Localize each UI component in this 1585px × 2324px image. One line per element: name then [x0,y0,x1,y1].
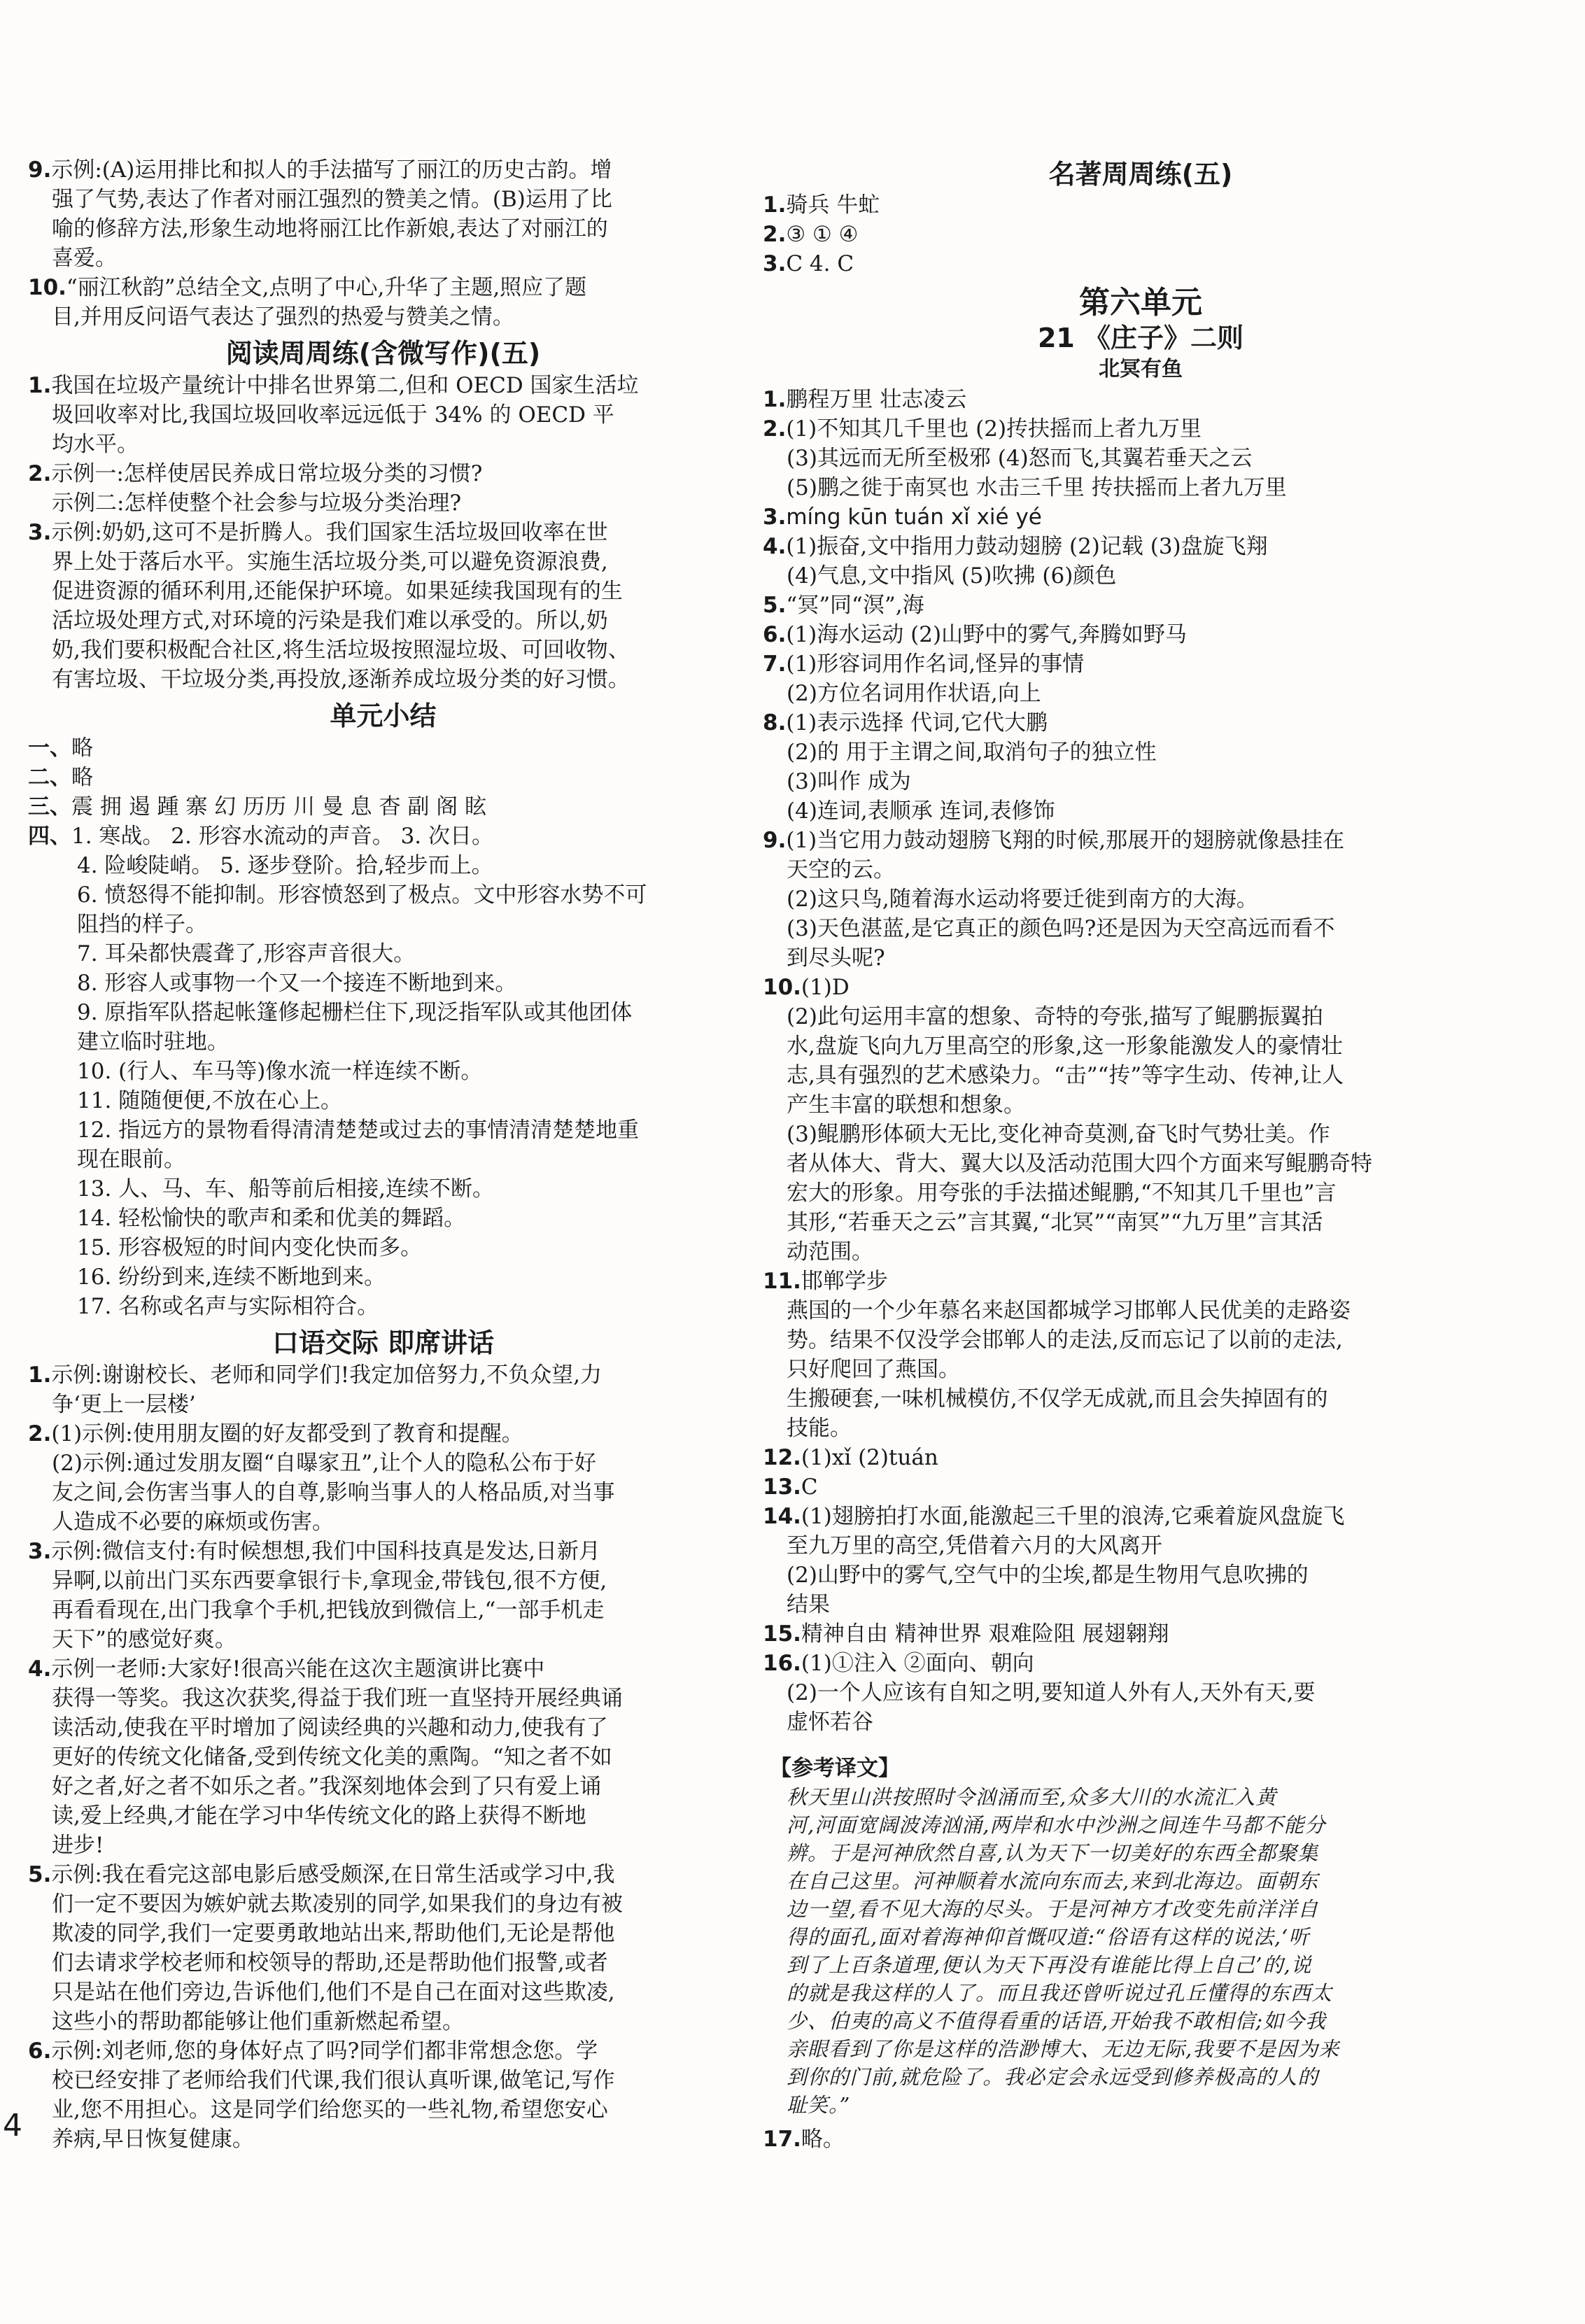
item-text: 示例:(A)运用排比和拟人的手法描写了丽江的历史古韵。增 [51,157,612,183]
item-number: 1. [763,192,787,218]
answer-line [77,880,647,910]
answer-line [787,1061,1344,1090]
item-text: 活垃圾处理方式,对环境的污染是我们难以承受的。所以,奶 [52,608,608,633]
answer-line [787,1208,1323,1237]
item-text: míng kūn tuán xǐ xié yé [786,505,1042,530]
item-number: 3. [763,505,787,530]
lesson-title: 21 《庄子》二则 [1037,323,1244,353]
item-text: 均水平。 [52,432,139,457]
answer-line [787,1707,873,1737]
oral-section-title: 口语交际 即席讲话 [272,1328,495,1358]
item-text: 校已经安排了老师给我们代课,我们很认真听课,做笔记,写作 [52,2068,615,2093]
answer-line [52,1478,615,1507]
answer-line [52,547,608,577]
answer-line [52,577,623,606]
answer-line [28,1419,523,1449]
item-number: 四、 [28,824,71,849]
item-text: 震 拥 遏 踵 寨 幻 历历 川 曼 息 杳 副 阁 眩 [71,794,487,819]
item-text: 友之间,会伤害当事人的自尊,影响当事人的人格品质,对当事 [52,1480,615,1505]
item-text: 好之者,好之者不如乐之者。”我深刻地体会到了只有爱上诵 [52,1774,602,1799]
answer-line [77,1292,379,1321]
item-text: 技能。 [787,1416,852,1441]
answer-line [28,155,612,185]
item-text: 天下”的感觉好爽。 [52,1627,237,1652]
item-text: 争‘更上一层楼’ [52,1392,196,1417]
item-text: 只好爬回了燕国。 [787,1357,960,1382]
item-text: 至九万里的高空,凭借着六月的大风离开 [787,1533,1162,1558]
item-number: 二、 [28,765,71,790]
answer-line [77,1204,465,1233]
item-text: 略 [71,765,93,790]
item-text: (2)的 用于主谓之间,取消句子的独立性 [787,740,1157,765]
answer-line [763,1443,938,1472]
answer-line [787,1590,830,1619]
translation-line: 少、伯夷的高义不值得看重的话语,开始我不敢相信;如今我 [787,2009,1326,2033]
item-number: 13. [763,1474,801,1500]
item-text: 天空的云。 [787,857,895,882]
lesson-subtitle: 北冥有鱼 [1099,357,1183,381]
item-number: 5. [763,593,787,618]
answer-line [52,1978,615,2007]
item-text: 强了气势,表达了作者对丽江强烈的赞美之情。(B)运用了比 [52,187,612,212]
answer-line [52,185,612,214]
item-number: 10. [28,275,66,300]
item-text: (1)xǐ (2)tuán [801,1445,938,1470]
answer-line [52,1919,615,1948]
item-text: 获得一等奖。我这次获奖,得益于我们班一直坚持开展经典诵 [52,1686,623,1711]
answer-line [77,1057,482,1086]
item-text: 示例:微信支付:有时候想想,我们中国科技真是发达,日新月 [51,1539,600,1564]
item-text: ③ ① ④ [786,222,859,247]
item-text: C [801,1474,818,1500]
answer-line [787,1414,852,1443]
answer-line [28,792,486,822]
answer-line [52,1742,612,1772]
translation-line: 亲眼看到了你是这样的浩渺博大、无边无际,我要不是因为来 [787,2037,1340,2061]
answer-line [787,796,1055,826]
answer-line [28,1654,544,1684]
item-text: 9. 原指军队搭起帐篷修起栅栏住下,现泛指军队或其他团体 [77,1000,633,1025]
answer-line [763,190,880,220]
item-text: 1. 寒战。 2. 形容水流动的声音。 3. 次日。 [71,824,493,849]
answer-line [28,733,93,763]
answer-line [787,1120,1330,1149]
item-text: 虚怀若谷 [787,1710,873,1735]
answer-line [763,620,1187,649]
answer-line [787,1237,873,1267]
answer-line [787,473,1287,502]
item-text: 更好的传统文化储备,受到传统文化美的熏陶。“知之者不如 [52,1745,612,1770]
answer-line [52,430,139,459]
answer-line [52,2125,254,2154]
item-text: 其形,“若垂天之云”言其翼,“北冥”“南冥”“九万里”言其活 [787,1210,1323,1235]
item-text: 我国在垃圾产量统计中排名世界第二,但和 OECD 国家生活垃 [51,373,639,398]
translation-line: 得的面孔,面对着海神仰首慨叹道:“俗语有这样的说法,‘听 [787,1925,1310,1949]
item-text: 们去请求学校老师和校领导的帮助,还是帮助他们报警,或者 [52,1950,608,1976]
item-text: (2)示例:通过发朋友圈“自曝家丑”,让个人的隐私公布于好 [52,1451,596,1476]
item-text: (2)山野中的雾气,空气中的尘埃,都是生物用气息吹拂的 [787,1563,1309,1588]
item-text: 鹏程万里 壮志凌云 [786,387,967,412]
answer-line [28,822,493,851]
answer-line [52,665,630,694]
answer-line [763,220,858,249]
answer-line [28,1537,600,1566]
answer-line [787,1561,1309,1590]
answer-line [787,1296,1351,1325]
item-text: (1)海水运动 (2)山野中的雾气,奔腾如野马 [786,622,1187,647]
answer-line [763,1502,1345,1531]
item-text: 产生丰富的联想和想象。 [787,1092,1025,1118]
item-text: 奶,我们要积极配合社区,将生活垃圾按照湿垃圾、可回收物、 [52,638,630,663]
item-text: 略。 [801,2127,845,2152]
item-number: 5. [28,1862,52,1887]
item-text: 邯郸学步 [801,1269,888,1294]
item-text: 目,并用反问语气表达了强烈的热爱与赞美之情。 [52,304,514,330]
answer-line [52,1625,237,1654]
answer-line [763,973,850,1002]
answer-line [52,2066,615,2095]
answer-line [52,1566,607,1596]
answer-line [77,1262,386,1292]
item-text: 4. 险峻陡峭。 5. 逐步登阶。拾,轻步而上。 [77,853,493,878]
item-text: 燕国的一个少年慕名来赵国都城学习邯郸人民优美的走路姿 [787,1298,1351,1323]
answer-line [77,1115,639,1145]
item-text: 异啊,以前出门买东西要拿银行卡,拿现金,带钱包,很不方便, [52,1568,607,1593]
item-number: 15. [763,1621,801,1647]
item-text: 欺凌的同学,我们一定要勇敢地站出来,帮助他们,无论是帮他 [52,1921,615,1946]
item-text: 界上处于落后水平。实施生活垃圾分类,可以避免资源浪费, [52,549,608,575]
answer-line [52,214,608,244]
translation-line: 在自己这里。河神顺着水流向东而去,来到北海边。面朝东 [787,1869,1319,1893]
answer-line [763,249,854,279]
answer-line [52,2095,608,2125]
item-text: 势。结果不仅没学会邯郸人的走法,反而忘记了以前的走法, [787,1328,1343,1353]
answer-line [763,708,1048,738]
item-text: 喜爱。 [52,246,117,271]
answer-line [787,914,1334,943]
answer-line [787,1149,1372,1178]
answer-line [52,1684,623,1713]
item-text: 有害垃圾、干垃圾分类,再投放,逐渐养成垃圾分类的好习惯。 [52,667,630,692]
answer-line [787,444,1253,473]
item-text: 到尽头呢? [787,945,885,971]
answer-line [52,1948,608,1978]
answer-line [52,1831,104,1860]
translation-line: 的就是我这样的人了。而且我还曾听说过孔丘懂得的东西太 [787,1981,1333,2005]
answer-line [77,1027,229,1057]
item-number: 4. [28,1656,52,1682]
answer-line [28,371,639,400]
answer-line [787,561,1116,591]
answer-line [787,1531,1162,1561]
translation-line: 辨。于是河神欣然自喜,认为天下一切美好的东西全都聚集 [787,1841,1319,1865]
item-text: (1)示例:使用朋友圈的好友都受到了教育和提醒。 [51,1421,523,1446]
answer-line [787,1178,1337,1208]
answer-line [787,679,1041,708]
item-text: (1)表示选择 代词,它代大鹏 [786,710,1048,735]
answer-line [787,1678,1315,1707]
answer-line [763,2125,845,2154]
answer-line [77,1086,342,1115]
item-text: (3)鲲鹏形体硕大无比,变化神奇莫测,奋飞时气势壮美。作 [787,1122,1330,1147]
item-text: (3)天色湛蓝,是它真正的颜色吗?还是因为天空高远而看不 [787,916,1335,941]
answer-line [77,998,632,1027]
item-text: 17. 名称或名声与实际相符合。 [77,1294,379,1319]
answer-line [763,649,1084,679]
item-text: (2)这只鸟,随着海水运动将要迁徙到南方的大海。 [787,887,1258,912]
answer-line [52,1596,604,1625]
item-text: 示例一老师:大家好!很高兴能在这次主题演讲比赛中 [51,1656,545,1682]
item-number: 8. [763,710,787,735]
answer-line [787,1090,1025,1120]
answer-line [52,1772,601,1801]
answer-line [28,459,482,488]
answer-line [77,969,516,998]
item-text: 动范围。 [787,1239,873,1265]
item-text: 略 [71,735,93,761]
item-text: 生搬硬套,一味机械模仿,不仅学无成就,而且会失掉固有的 [787,1386,1328,1411]
answer-line [28,1360,602,1390]
item-text: (3)其远而无所至极邪 (4)怒而飞,其翼若垂天之云 [787,446,1253,471]
item-text: 只是站在他们旁边,告诉他们,他们不是自己在面对这些欺凌, [52,1980,615,2005]
item-text: 养病,早日恢复健康。 [52,2127,254,2152]
item-text: 10. (行人、车马等)像水流一样连续不断。 [77,1059,483,1084]
item-number: 6. [763,622,787,647]
item-number: 4. [763,534,787,559]
item-text: 人造成不必要的麻烦或伤害。 [52,1509,334,1535]
item-text: 16. 纷纷到来,连续不断地到来。 [77,1265,386,1290]
item-number: 6. [28,2038,52,2064]
item-text: 促进资源的循环利用,还能保护环境。如果延续我国现有的生 [52,579,623,604]
item-text: 现在眼前。 [77,1147,185,1172]
item-text: 进步! [52,1833,104,1858]
answer-line [52,635,630,665]
item-number: 1. [28,373,52,398]
answer-line [787,885,1258,914]
answer-line [787,1384,1328,1414]
item-text: (1)①注入 ②面向、朝向 [801,1651,1034,1676]
answer-line [28,518,608,547]
item-number: 12. [763,1445,801,1470]
item-number: 7. [763,652,787,677]
item-text: 示例:奶奶,这可不是折腾人。我们国家生活垃圾回收率在世 [51,520,608,545]
item-text: 读活动,使我在平时增加了阅读经典的兴趣和动力,使我有了 [52,1715,608,1740]
item-number: 10. [763,975,801,1000]
item-text: (2)方位名词用作状语,向上 [787,681,1041,706]
item-text: C 4. C [786,251,854,276]
item-text: 精神自由 精神世界 艰难险阻 展翅翱翔 [801,1621,1169,1647]
item-text: (1)D [801,975,850,1000]
answer-line [763,1619,1169,1649]
answer-line [787,1002,1323,1031]
answer-line [787,855,895,885]
answer-line [52,1889,623,1919]
answer-line [77,851,493,880]
item-number: 16. [763,1651,801,1676]
item-text: 11. 随随便便,不放在心上。 [77,1088,343,1113]
item-text: (1)振奋,文中指用力鼓动翅膀 (2)记载 (3)盘旋飞翔 [786,534,1268,559]
answer-line [52,1801,586,1831]
item-text: “丽江秋韵”总结全文,点明了中心,升华了主题,照应了题 [66,275,587,300]
item-number: 2. [28,461,52,486]
item-text: 示例一:怎样使居民养成日常垃圾分类的习惯? [51,461,483,486]
item-text: (4)气息,文中指风 (5)吹拂 (6)颜色 [787,563,1117,589]
item-text: 水,盘旋飞向九万里高空的形象,这一形象能激发人的豪情壮 [787,1034,1343,1059]
answer-line [52,2007,464,2036]
item-number: 17. [763,2127,801,2152]
item-text: 业,您不用担心。这是同学们给您买的一些礼物,希望您安心 [52,2097,608,2122]
answer-line [52,244,117,273]
answer-line [763,502,1042,532]
answer-line [763,414,1202,444]
item-text: 宏大的形象。用夸张的手法描述鲲鹏,“不知其几千里也”言 [787,1181,1337,1206]
item-number: 1. [28,1362,52,1388]
item-text: 13. 人、马、车、船等前后相接,连续不断。 [77,1176,495,1202]
answer-line [28,2036,598,2066]
item-text: 示例:我在看完这部电影后感受颇深,在日常生活或学习中,我 [51,1862,615,1887]
item-number: 2. [763,222,787,247]
reference-label: 【参考译文】 [770,1756,900,1781]
item-text: 圾回收率对比,我国垃圾回收率远远低于 34% 的 OECD 平 [52,402,614,428]
answer-line [787,1355,960,1384]
answer-line [787,1031,1343,1061]
item-number: 3. [28,520,52,545]
answer-line [52,1507,334,1537]
answer-line [763,1472,818,1502]
summary-section-title: 单元小结 [330,700,437,731]
item-text: “冥”同“溟”,海 [786,593,924,618]
translation-line: 到了上百条道理,便认为天下再没有谁能比得上自己’的,说 [787,1953,1312,1977]
item-text: 示例:谢谢校长、老师和同学们!我定加倍努力,不负众望,力 [51,1362,602,1388]
answer-line [52,1713,608,1742]
item-text: 读,爱上经典,才能在学习中华传统文化的路上获得不断地 [52,1803,586,1829]
answer-line [77,1145,185,1174]
item-text: (2)此句运用丰富的想象、奇特的夸张,描写了鲲鹏振翼拍 [787,1004,1323,1029]
answer-line [52,606,608,635]
answer-line [28,1860,615,1889]
translation-line: 耻笑。” [787,2093,851,2117]
item-text: 喻的修辞方法,形象生动地将丽江比作新娘,表达了对丽江的 [52,216,608,241]
item-number: 2. [763,416,787,442]
answer-line [77,939,415,969]
answer-line [787,1325,1343,1355]
item-text: (5)鹏之徙于南冥也 水击三千里 抟扶摇而上者九万里 [787,475,1287,500]
item-number: 3. [28,1539,52,1564]
answer-line [763,591,924,620]
answer-line [52,1449,596,1478]
item-number: 14. [763,1504,801,1529]
item-text: 12. 指远方的景物看得清清楚楚或过去的事情清清楚楚地重 [77,1118,640,1143]
item-text: (1)不知其几千里也 (2)抟扶摇而上者九万里 [786,416,1202,442]
item-text: 建立临时驻地。 [77,1029,229,1055]
answer-line [787,767,911,796]
item-number: 3. [763,251,787,276]
answer-line [52,488,461,518]
unit-title: 第六单元 [1079,285,1202,321]
page-number: 4 [3,2108,22,2143]
item-text: 结果 [787,1592,830,1617]
answer-line [787,943,885,973]
item-text: 示例:刘老师,您的身体好点了吗?同学们都非常想念您。学 [51,2038,598,2064]
item-number: 11. [763,1269,801,1294]
item-text: 们一定不要因为嫉妒就去欺凌别的同学,如果我们的身边有被 [52,1892,623,1917]
item-text: 6. 愤怒得不能抑制。形容愤怒到了极点。文中形容水势不可 [77,882,647,908]
answer-line [763,385,966,414]
item-text: 这些小的帮助都能够让他们重新燃起希望。 [52,2009,464,2034]
item-number: 9. [28,157,52,183]
answer-line [52,400,614,430]
translation-line: 边一望,看不见大海的尽头。于是河神方才改变先前洋洋自 [787,1897,1319,1921]
item-text: (1)翅膀拍打水面,能激起三千里的浪涛,它乘着旋风盘旋飞 [801,1504,1345,1529]
item-text: 骑兵 牛虻 [786,192,880,218]
answer-line [763,1267,888,1296]
item-text: 者从体大、背大、翼大以及活动范围大四个方面来写鲲鹏奇特 [787,1151,1372,1176]
answer-line [763,826,1344,855]
translation-line: 到你的门前,就危险了。我必定会永远受到修养极高的人的 [787,2065,1319,2089]
item-text: (3)叫作 成为 [787,769,911,794]
item-text: 15. 形容极短的时间内变化快而多。 [77,1235,423,1260]
item-text: 示例二:怎样使整个社会参与垃圾分类治理? [52,491,462,516]
answer-line [787,738,1157,767]
item-text: 志,具有强烈的艺术感染力。“击”“抟”等字生动、传神,让人 [787,1063,1344,1088]
item-text: (2)一个人应该有自知之明,要知道人外有人,天外有天,要 [787,1680,1316,1705]
answer-line [52,302,514,332]
classics-section-title: 名著周周练(五) [1048,159,1233,190]
item-number: 1. [763,387,787,412]
answer-line [77,1233,422,1262]
translation-line: 秋天里山洪按照时令汹涌而至,众多大川的水流汇入黄 [787,1785,1277,1809]
reading-section-title: 阅读周周练(含微写作)(五) [225,338,541,369]
answer-line [28,273,586,302]
item-number: 2. [28,1421,52,1446]
item-text: 8. 形容人或事物一个又一个接连不断地到来。 [77,971,517,996]
item-text: 再看看现在,出门我拿个手机,把钱放到微信上,“一部手机走 [52,1598,605,1623]
item-text: (1)当它用力鼓动翅膀飞翔的时候,那展开的翅膀就像悬挂在 [786,828,1345,853]
answer-line [28,763,93,792]
answer-line [52,1390,196,1419]
item-text: 阻挡的样子。 [77,912,207,937]
item-number: 一、 [28,735,71,761]
item-number: 9. [763,828,787,853]
item-number: 三、 [28,794,71,819]
answer-line [77,1174,494,1204]
item-text: 7. 耳朵都快震聋了,形容声音很大。 [77,941,416,966]
item-text: 14. 轻松愉快的歌声和柔和优美的舞蹈。 [77,1206,466,1231]
answer-line [763,1649,1034,1678]
item-text: (1)形容词用作名词,怪异的事情 [786,652,1085,677]
answer-line [77,910,207,939]
answer-line [763,532,1268,561]
translation-line: 河,河面宽阔波涛汹涌,两岸和水中沙洲之间连牛马都不能分 [787,1813,1326,1837]
item-text: (4)连词,表顺承 连词,表修饰 [787,798,1055,824]
